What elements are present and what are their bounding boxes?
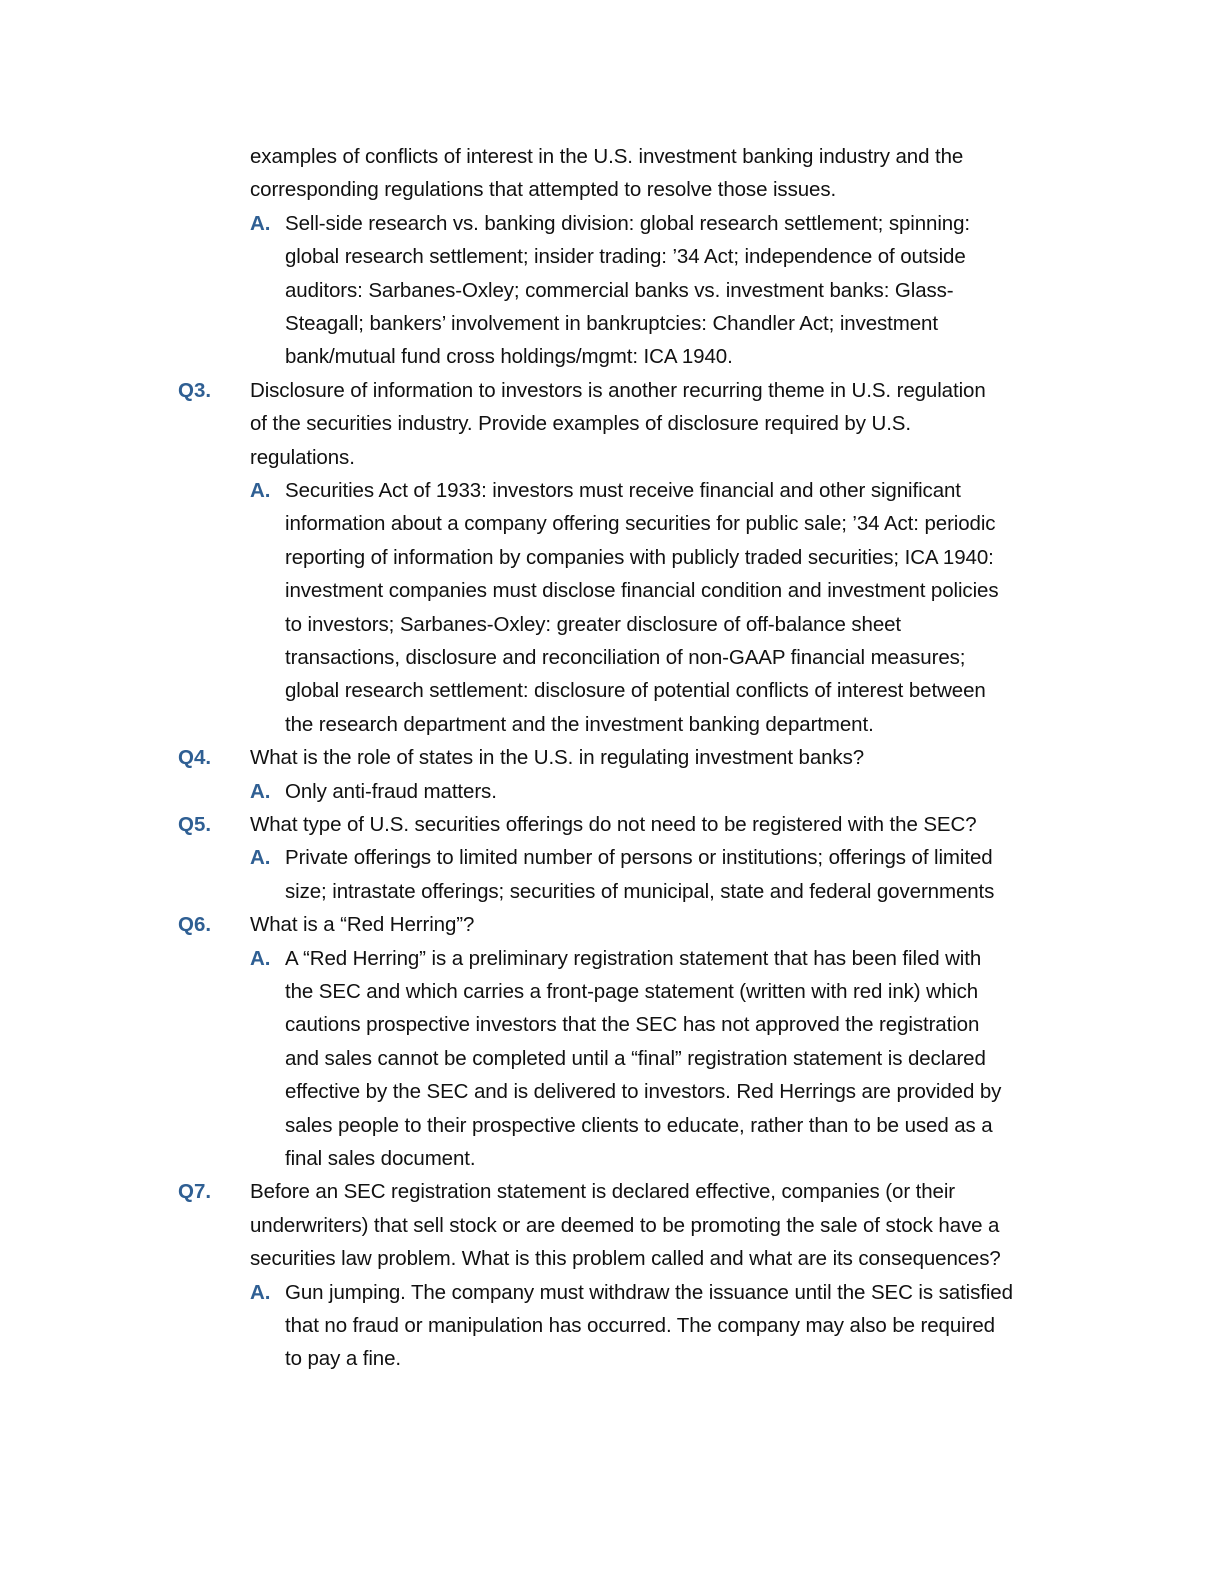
answer-line: information about a company offering securities for public sale; ’34 Act: periodic — [285, 512, 996, 536]
answer-line: reporting of information by companies with publicly traded securities; ICA 1940: — [285, 545, 994, 569]
question-label-q4: Q4. — [178, 746, 212, 770]
answer-line: to investors; Sarbanes-Oxley: greater disclosure of off-balance sheet — [285, 612, 902, 636]
question-line: What type of U.S. securities offerings do not need to be registered with the SEC? — [250, 813, 977, 836]
answer-line: the research department and the investment banking department. — [285, 712, 874, 736]
question-label-q6: Q6. — [178, 913, 212, 937]
answer-line: bank/mutual fund cross holdings/mgmt: ICA 1940. — [285, 345, 733, 369]
intro-line: corresponding regulations that attempted to resolve those issues. — [250, 178, 837, 202]
answer-line: Securities Act of 1933: investors must receive financial and other significant — [285, 479, 961, 502]
answer-line: cautions prospective investors that the SEC has not approved the registration — [285, 1013, 980, 1037]
answer-line: A “Red Herring” is a preliminary registration statement that has been filed with — [285, 946, 982, 970]
answer-line: transactions, disclosure and reconciliation of non-GAAP financial measures; — [285, 646, 966, 669]
answer-line: final sales document. — [285, 1147, 476, 1170]
answer-line: investment companies must disclose financial condition and investment policies — [285, 579, 999, 603]
answer-label: A. — [250, 779, 271, 803]
answer-line: to pay a fine. — [285, 1347, 401, 1371]
answer-line: auditors: Sarbanes-Oxley; commercial banks vs. investment banks: Glass- — [285, 278, 954, 302]
question-line: What is a “Red Herring”? — [250, 913, 475, 937]
answer-line: Only anti-fraud matters. — [285, 779, 497, 803]
question-line: Before an SEC registration statement is declared effective, companies (or their — [250, 1180, 956, 1204]
answer-line: Private offerings to limited number of persons or institutions; offerings of limited — [285, 846, 993, 870]
question-line: underwriters) that sell stock or are deemed to be promoting the sale of stock have a — [250, 1213, 1000, 1237]
intro-line: examples of conflicts of interest in the U.S. investment banking industry and the — [250, 145, 964, 168]
answer-line: Sell-side research vs. banking division: global research settlement; spinning: — [285, 211, 971, 235]
question-line: What is the role of states in the U.S. in regulating investment banks? — [250, 746, 865, 770]
question-line: Disclosure of information to investors is another recurring theme in U.S. regulation — [250, 378, 986, 402]
answer-label: A. — [250, 846, 271, 870]
answer-line: the SEC and which carries a front-page statement (written with red ink) which — [285, 980, 979, 1003]
answer-line: that no fraud or manipulation has occurred. The company may also be required — [285, 1314, 995, 1337]
answer-line: effective by the SEC and is delivered to investors. Red Herrings are provided by — [285, 1080, 1002, 1104]
answer-label: A. — [250, 479, 271, 502]
answer-line: global research settlement: disclosure of potential conflicts of interest between — [285, 679, 986, 703]
answer-line: Gun jumping. The company must withdraw the issuance until the SEC is satisfied — [285, 1280, 1013, 1304]
question-label-q5: Q5. — [178, 813, 212, 836]
answer-label: A. — [250, 1280, 271, 1304]
answer-line: and sales cannot be completed until a “final” registration statement is declared — [285, 1046, 986, 1070]
question-label-q7: Q7. — [178, 1180, 212, 1204]
answer-line: Steagall; bankers’ involvement in bankruptcies: Chandler Act; investment — [285, 312, 938, 335]
answer-line: global research settlement; insider trading: ’34 Act; independence of outside — [285, 245, 966, 269]
answer-label: A. — [250, 211, 271, 235]
question-line: securities law problem. What is this problem called and what are its consequences? — [250, 1247, 1001, 1271]
answer-line: sales people to their prospective clients to educate, rather than to be used as a — [285, 1113, 993, 1137]
answer-line: size; intrastate offerings; securities of municipal, state and federal governments — [285, 879, 995, 903]
question-line: of the securities industry. Provide examples of disclosure required by U.S. — [250, 412, 911, 436]
question-label-q3: Q3. — [178, 378, 212, 402]
question-line: regulations. — [250, 445, 355, 469]
answer-label: A. — [250, 946, 271, 970]
